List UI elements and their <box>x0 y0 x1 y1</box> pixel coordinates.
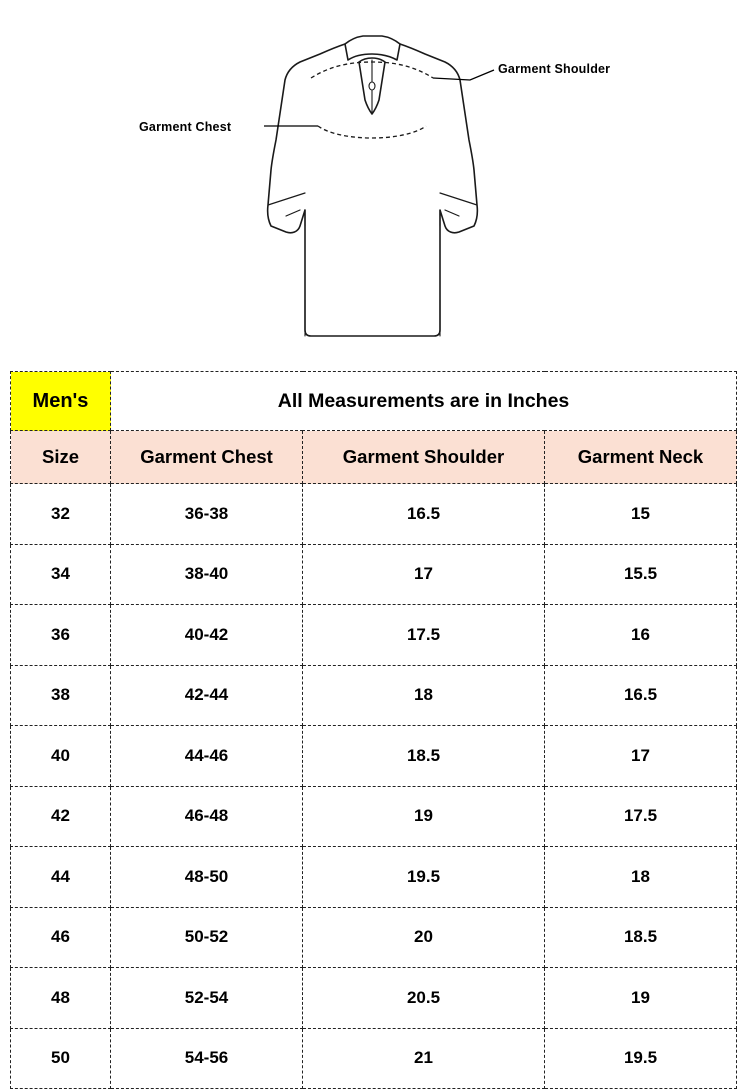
cell-size: 50 <box>11 1028 111 1089</box>
column-header-size: Size <box>11 431 111 484</box>
cell-neck: 15 <box>545 484 737 545</box>
cell-size: 46 <box>11 907 111 968</box>
callout-label-garment-chest: Garment Chest <box>139 120 232 134</box>
garment-illustration <box>0 0 746 360</box>
cell-size: 32 <box>11 484 111 545</box>
cell-chest: 40-42 <box>111 605 303 666</box>
cell-shoulder: 17.5 <box>303 605 545 666</box>
table-row-header <box>11 431 737 484</box>
table-row <box>11 484 737 545</box>
cell-shoulder: 18.5 <box>303 726 545 787</box>
size-chart-table <box>10 371 737 1089</box>
cell-chest: 36-38 <box>111 484 303 545</box>
cell-shoulder: 17 <box>303 544 545 605</box>
cell-neck: 16 <box>545 605 737 666</box>
cell-chest: 46-48 <box>111 786 303 847</box>
cell-neck: 18.5 <box>545 907 737 968</box>
cell-shoulder: 20.5 <box>303 968 545 1029</box>
cell-size: 36 <box>11 605 111 666</box>
table-row <box>11 605 737 666</box>
cell-size: 44 <box>11 847 111 908</box>
cell-chest: 48-50 <box>111 847 303 908</box>
table-row <box>11 907 737 968</box>
table-row <box>11 786 737 847</box>
cell-chest: 50-52 <box>111 907 303 968</box>
cell-size: 48 <box>11 968 111 1029</box>
cell-size: 40 <box>11 726 111 787</box>
table-row <box>11 544 737 605</box>
cell-chest: 38-40 <box>111 544 303 605</box>
table-row-title <box>11 372 737 431</box>
cell-chest: 54-56 <box>111 1028 303 1089</box>
cell-neck: 15.5 <box>545 544 737 605</box>
cell-shoulder: 16.5 <box>303 484 545 545</box>
cell-shoulder: 20 <box>303 907 545 968</box>
column-header-garment-chest: Garment Chest <box>111 431 303 484</box>
cell-neck: 17.5 <box>545 786 737 847</box>
cell-shoulder: 21 <box>303 1028 545 1089</box>
table-row <box>11 968 737 1029</box>
table-row <box>11 847 737 908</box>
cell-size: 42 <box>11 786 111 847</box>
cell-neck: 17 <box>545 726 737 787</box>
cell-chest: 42-44 <box>111 665 303 726</box>
cell-shoulder: 19 <box>303 786 545 847</box>
table-row <box>11 1028 737 1089</box>
column-header-garment-shoulder: Garment Shoulder <box>303 431 545 484</box>
kurta-line-art <box>0 0 746 360</box>
table-title: All Measurements are in Inches <box>111 372 737 431</box>
cell-size: 38 <box>11 665 111 726</box>
corner-label-mens: Men's <box>11 372 111 431</box>
table-row <box>11 726 737 787</box>
cell-size: 34 <box>11 544 111 605</box>
cell-neck: 19 <box>545 968 737 1029</box>
cell-neck: 18 <box>545 847 737 908</box>
cell-shoulder: 19.5 <box>303 847 545 908</box>
cell-neck: 16.5 <box>545 665 737 726</box>
cell-neck: 19.5 <box>545 1028 737 1089</box>
table-row <box>11 665 737 726</box>
cell-chest: 44-46 <box>111 726 303 787</box>
cell-shoulder: 18 <box>303 665 545 726</box>
cell-chest: 52-54 <box>111 968 303 1029</box>
callout-label-garment-shoulder: Garment Shoulder <box>498 62 611 76</box>
size-chart-table-wrap <box>10 371 736 1089</box>
column-header-garment-neck: Garment Neck <box>545 431 737 484</box>
